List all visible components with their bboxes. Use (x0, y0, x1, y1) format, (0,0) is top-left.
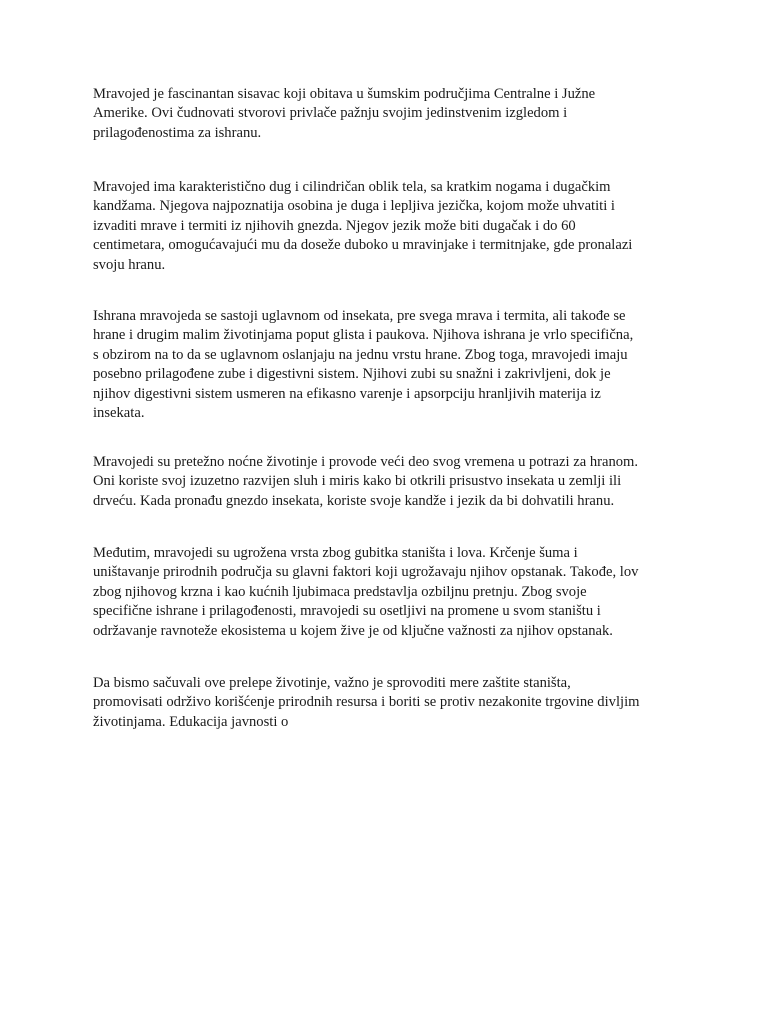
text-line: Ishrana mravojeda se sastoji uglavnom od insekata, pre svega mrava i termita, ali takođe se (93, 308, 626, 324)
text-line: njihov digestivni sistem usmeren na efikasno varenje i apsorpciju hranljivih materija iz (93, 385, 601, 402)
text-line: svoju hranu. (93, 256, 166, 273)
paragraph-appearance (93, 178, 632, 275)
text-line: održavanje ravnoteže ekosistema u kojem žive je od ključne važnosti za njihov opstanak. (93, 622, 613, 639)
text-line: promovisati održivo korišćenje prirodnih resursa i boriti se protiv nezakonite trgovine divljim (93, 694, 640, 711)
text-line: insekata. (93, 405, 145, 422)
paragraph-diet (93, 307, 633, 423)
text-line: specifične ishrane i prilagođenosti, mravojedi su osetljivi na promene u svom staništu i (93, 603, 601, 620)
text-line: prilagođenostima za ishranu. (93, 124, 262, 141)
text-line: Amerike. Ovi čudnovati stvorovi privlače pažnju svojim jedinstvenim izgledom i (93, 105, 568, 122)
text-line: centimetara, omogućavajući mu da doseže duboko u mravinjake i termitnjake, gde pronalazi (93, 237, 633, 254)
text-line: Međutim, mravojedi su ugrožena vrsta zbog gubitka staništa i lova. Krčenje šuma i (93, 545, 578, 561)
text-line: uništavanje prirodnih područja su glavni faktori koji ugrožavaju njihov opstanak. Takođe, lov (93, 564, 639, 581)
text-line: Mravojed ima karakteristično dug i cilindričan oblik tela, sa kratkim nogama i dugačkim (93, 179, 611, 195)
text-line: hrane i drugim malim životinjama poput glista i paukova. Njihova ishrana je vrlo specifična, (93, 327, 634, 344)
paragraph-intro (93, 85, 595, 143)
text-line: kandžama. Njegova najpoznatija osobina je duga i lepljiva jezička, kojom može uhvatiti i (93, 198, 615, 215)
paragraph-behavior (93, 453, 638, 511)
paragraph-threats (93, 544, 638, 641)
text-line: izvaditi mrave i termiti iz njihovih gnezda. Njegov jezik može biti dugačak i do 60 (93, 217, 576, 234)
text-line: životinjama. Edukacija javnosti o (93, 713, 289, 730)
text-line: Oni koriste svoj izuzetno razvijen sluh i miris kako bi otkrili prisustvo insekata u zemlji ili (93, 473, 622, 490)
text-line: Mravojedi su pretežno noćne životinje i provode veći deo svog vremena u potrazi za hranom. (93, 454, 639, 470)
text-line: Mravojed je fascinantan sisavac koji obitava u šumskim područjima Centralne i Južne (93, 86, 596, 102)
paragraph-conservation (93, 674, 639, 732)
text-line: zbog njihovog krzna i kao kućnih ljubimaca predstavlja ozbiljnu pretnju. Zbog svoje (93, 583, 587, 600)
text-line: s obzirom na to da se uglavnom oslanjaju na jednu vrstu hrane. Zbog toga, mravojedi imaju (93, 346, 628, 363)
text-line: drveću. Kada pronađu gnezdo insekata, koriste svoje kandže i jezik da bi dohvatili hranu. (93, 492, 615, 509)
text-line: posebno prilagođene zube i digestivni sistem. Njihovi zubi su snažni i zakrivljeni, dok je (93, 366, 611, 383)
text-line: Da bismo sačuvali ove prelepe životinje, važno je sprovoditi mere zaštite staništa, (93, 675, 571, 691)
